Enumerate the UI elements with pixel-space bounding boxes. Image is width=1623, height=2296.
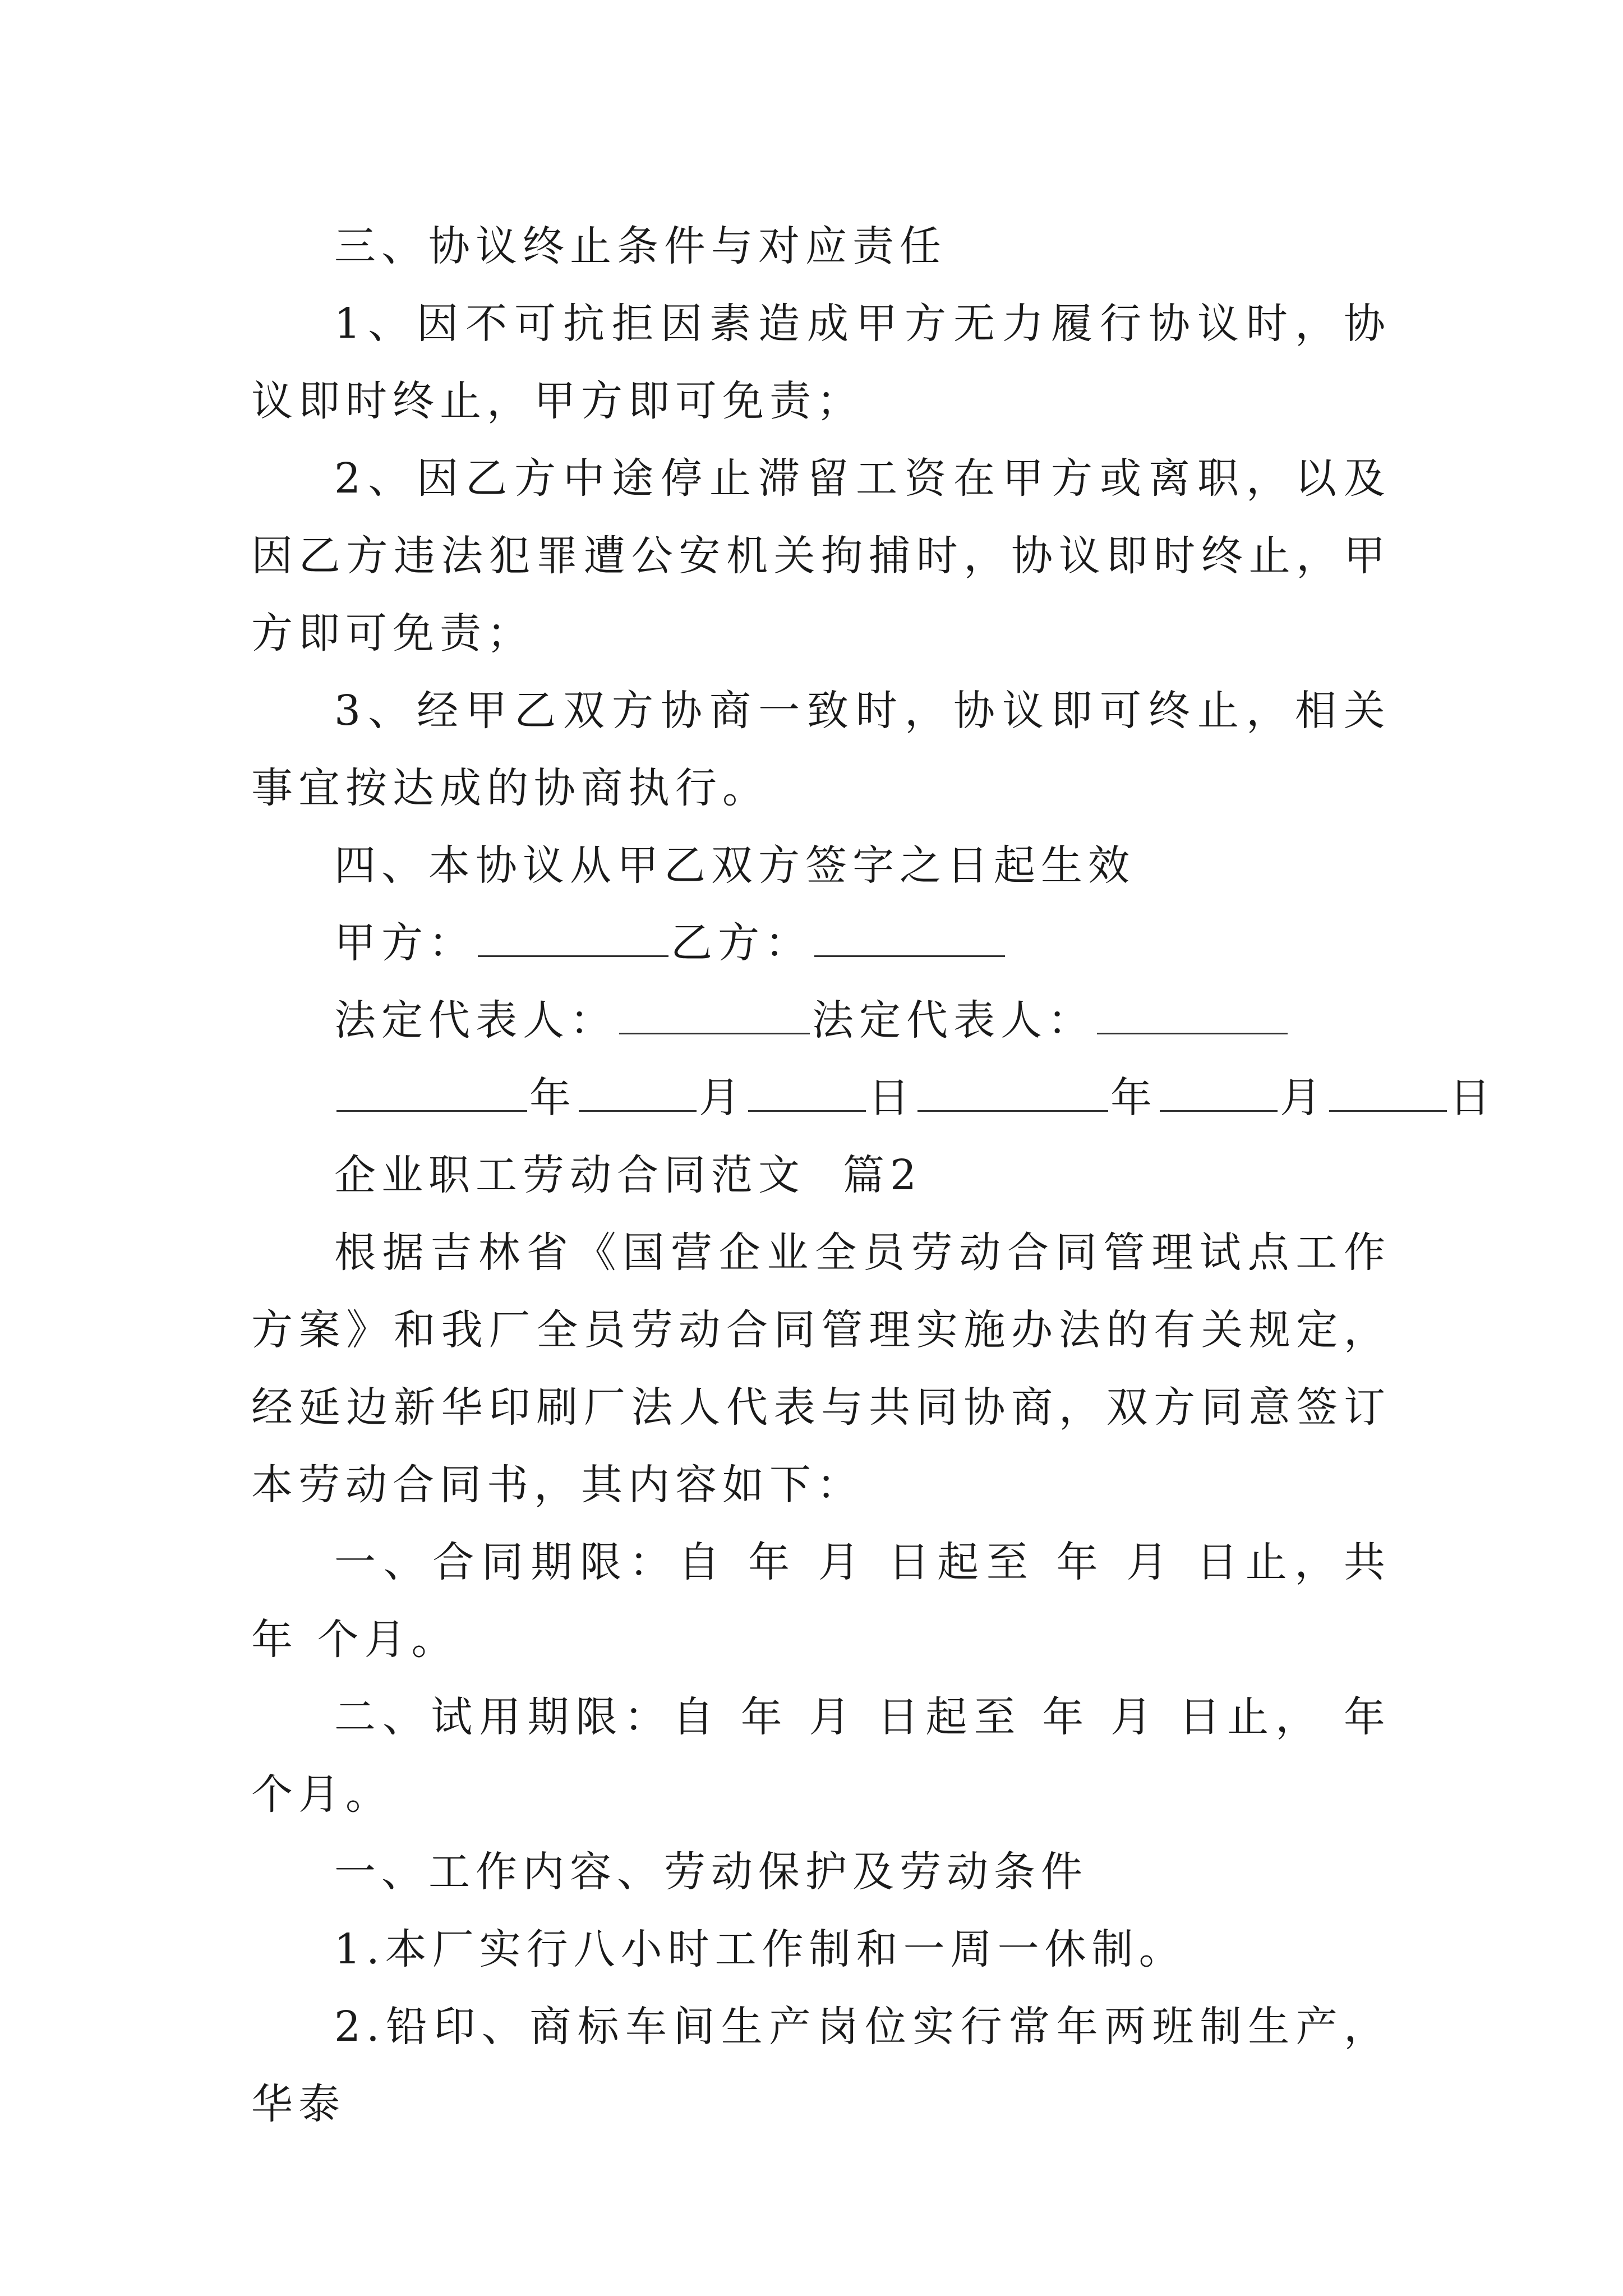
signature-date-line bbox=[251, 1059, 1496, 1137]
document-body bbox=[251, 208, 1496, 2143]
section-heading-termination: 三、协议终止条件与对应责任 bbox=[334, 222, 947, 270]
date-b-year-label: 年 bbox=[1110, 1074, 1158, 1122]
clause-mutual-agreement: 3、经甲乙双方协商一致时，协议即可终止，相关事宜按达成的协商执行。 bbox=[251, 687, 1391, 812]
party-b-label: 乙方： bbox=[671, 919, 812, 967]
clause-working-hours: 1.本厂实行八小时工作制和一周一休制。 bbox=[334, 1925, 1186, 1973]
date-b-day-blank bbox=[1329, 1073, 1447, 1112]
clause-force-majeure: 1、因不可抗拒因素造成甲方无力履行协议时，协议即时终止，甲方即可免责； bbox=[251, 300, 1391, 425]
probation-term: 二、试用期限：自 年 月 日起至 年 月 日止， 年 个月。 bbox=[251, 1693, 1410, 1819]
section-title-contract-2: 企业职工劳动合同范文 篇2 bbox=[334, 1151, 923, 1199]
date-a-year-label: 年 bbox=[529, 1074, 577, 1122]
signature-party-line bbox=[251, 904, 1391, 982]
date-b-month-label: 月 bbox=[1280, 1074, 1327, 1122]
party-a-label: 甲方： bbox=[334, 919, 476, 967]
clause-party-b-termination: 2、因乙方中途停止滞留工资在甲方或离职，以及因乙方违法犯罪遭公安机关拘捕时，协议即时终止，甲方即可免责； bbox=[251, 454, 1391, 657]
date-a-day-label: 日 bbox=[868, 1074, 915, 1122]
date-b-year-blank bbox=[917, 1073, 1108, 1112]
contract-term: 一、合同期限：自 年 月 日起至 年 月 日止，共 年 个月。 bbox=[251, 1538, 1410, 1664]
party-b-blank bbox=[814, 918, 1005, 957]
legal-rep-a-blank bbox=[619, 996, 810, 1034]
signature-legal-rep-line bbox=[251, 982, 1391, 1059]
legal-rep-b-label: 法定代表人： bbox=[812, 996, 1095, 1045]
date-a-month-blank bbox=[579, 1073, 697, 1112]
date-a-year-blank bbox=[336, 1073, 527, 1112]
contract-preamble: 根据吉林省《国营企业全员劳动合同管理试点工作方案》和我厂全员劳动合同管理实施办法的有关规定，经延边新华印刷厂法人代表与共同协商，双方同意签订本劳动合同书，其内容如下： bbox=[251, 1228, 1391, 1509]
date-b-day-label: 日 bbox=[1449, 1074, 1496, 1122]
section-heading-work-conditions: 一、工作内容、劳动保护及劳动条件 bbox=[334, 1848, 1088, 1896]
party-a-blank bbox=[478, 918, 668, 957]
date-a-month-label: 月 bbox=[699, 1074, 746, 1122]
section-heading-effective: 四、本协议从甲乙双方签字之日起生效 bbox=[334, 841, 1135, 890]
date-a-day-blank bbox=[748, 1073, 866, 1112]
legal-rep-a-label: 法定代表人： bbox=[334, 996, 617, 1045]
date-b-month-blank bbox=[1160, 1073, 1278, 1112]
legal-rep-b-blank bbox=[1097, 996, 1288, 1034]
clause-shift-system: 2.铅印、商标车间生产岗位实行常年两班制生产，华泰 bbox=[251, 2003, 1391, 2128]
